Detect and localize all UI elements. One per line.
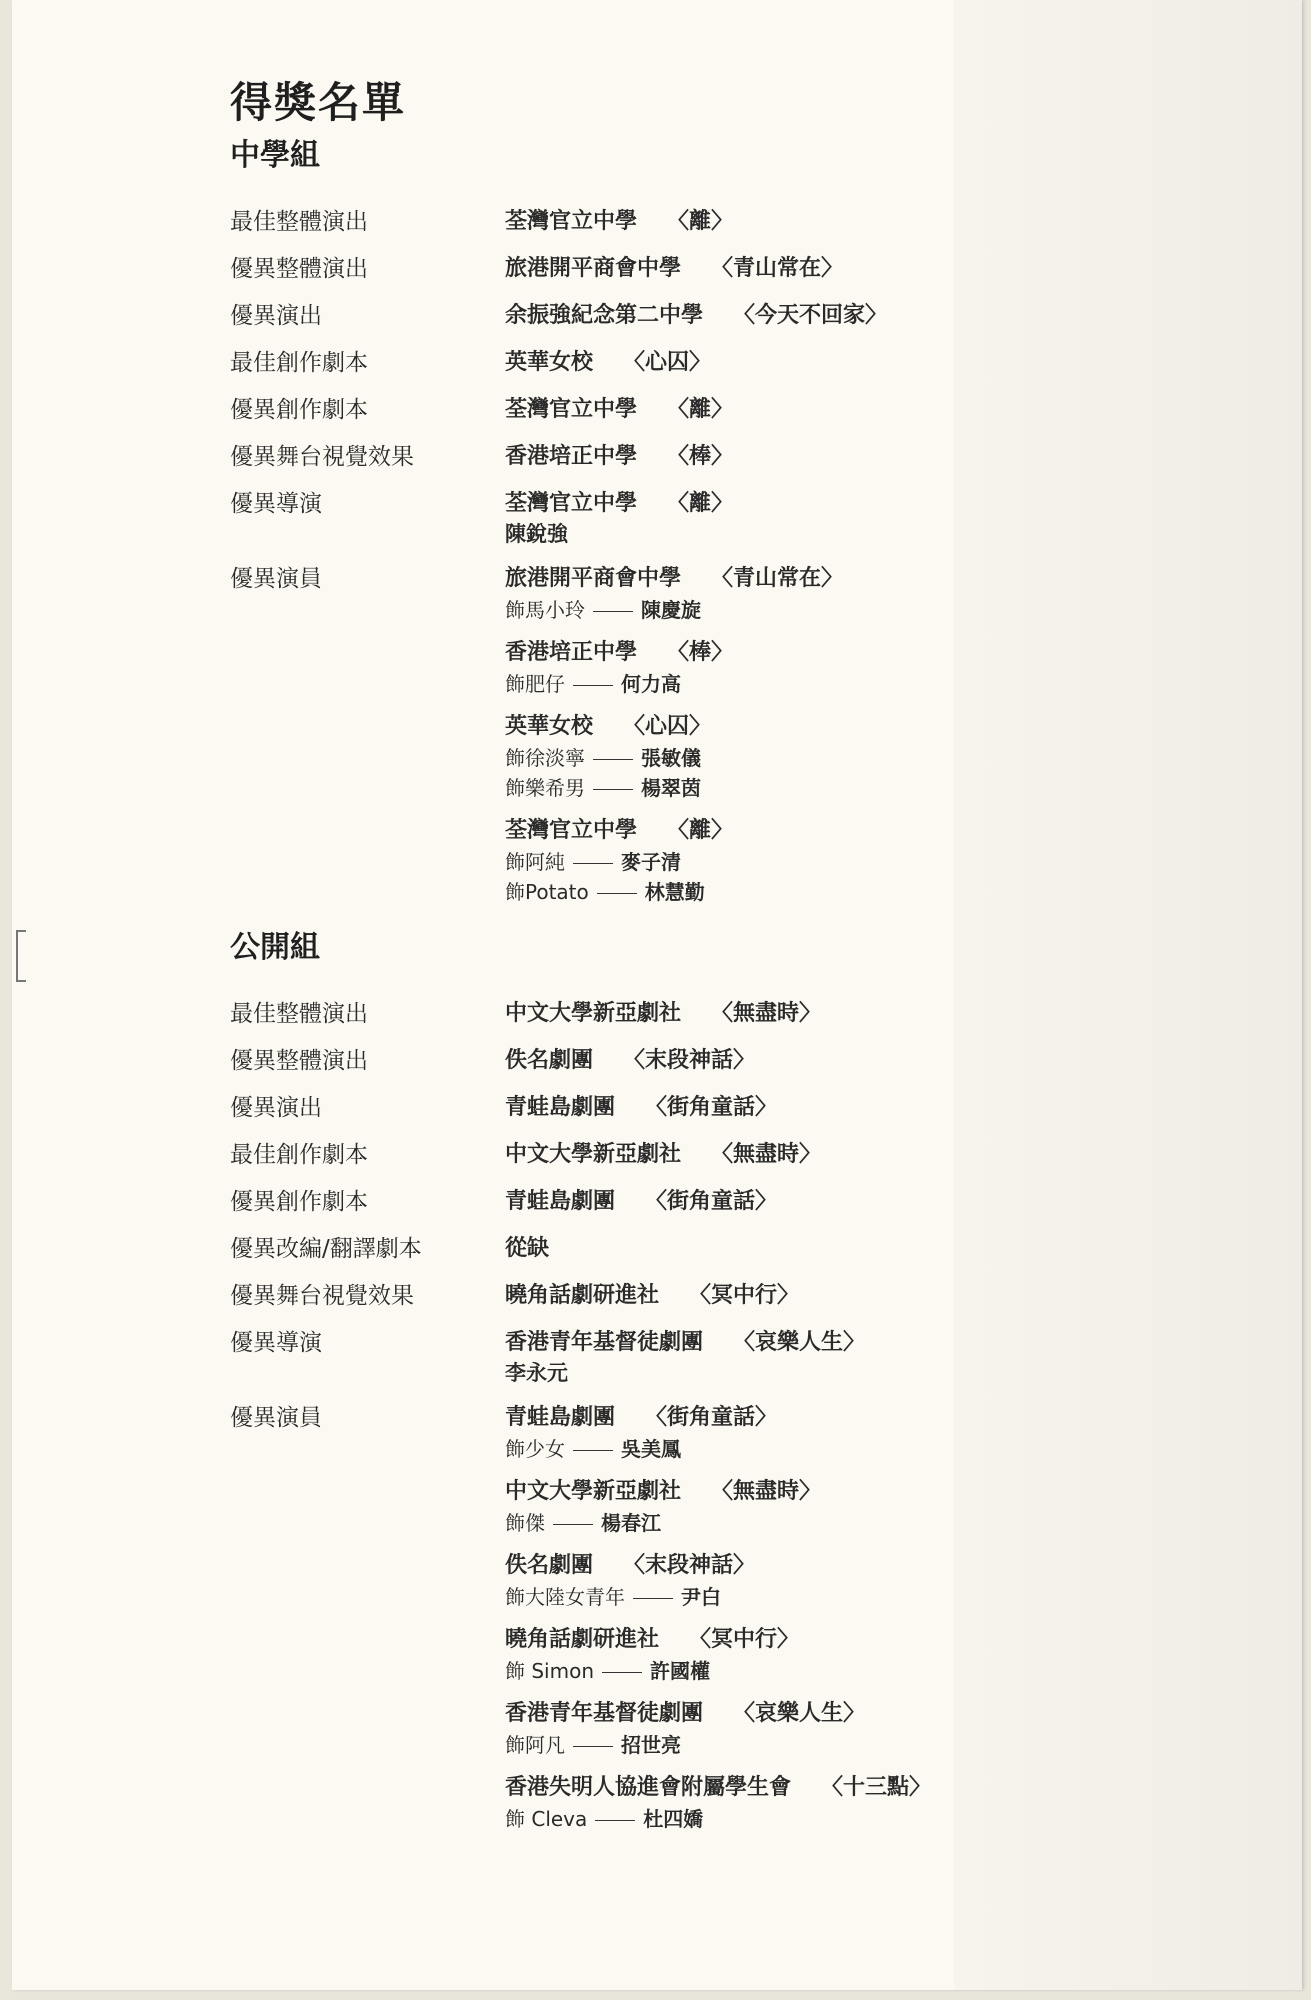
award-category: 優異整體演出 <box>230 1048 368 1074</box>
award-row <box>230 300 1280 332</box>
award-list <box>230 998 1280 1834</box>
role-line <box>505 1656 1280 1686</box>
winner-entry <box>505 300 1280 332</box>
play-title: 〈離〉 <box>667 491 734 516</box>
play-title: 〈離〉 <box>667 209 734 234</box>
winner-entry <box>505 1233 1280 1265</box>
award-category: 優異創作劇本 <box>230 1189 368 1215</box>
award-category: 優異舞台視覺效果 <box>230 1283 414 1309</box>
role-name: 飾 Simon <box>505 1659 595 1683</box>
play-title: 〈街角童話〉 <box>645 1189 778 1214</box>
winner-entry <box>505 488 1280 548</box>
role-line <box>505 669 1280 699</box>
winner-organization: 香港失明人協進會附屬學生會 <box>505 1775 792 1800</box>
role-line <box>505 743 1280 773</box>
winner-entry <box>505 563 1280 625</box>
winner-organization: 青蛙島劇團 <box>505 1095 616 1120</box>
winner-line <box>505 1772 1280 1804</box>
winner-entry <box>505 253 1280 285</box>
winner-line <box>505 300 1280 332</box>
director-name: 陳銳強 <box>505 522 568 546</box>
actor-name: 麥子清 <box>621 850 681 874</box>
role-line <box>505 773 1280 803</box>
award-winners <box>505 1139 1280 1171</box>
winner-organization: 荃灣官立中學 <box>505 818 638 843</box>
winner-line <box>505 394 1280 426</box>
award-winners <box>505 1045 1280 1077</box>
award-category: 最佳創作劇本 <box>230 1142 368 1168</box>
play-title: 〈青山常在〉 <box>711 566 844 591</box>
play-title: 〈街角童話〉 <box>645 1405 778 1430</box>
winner-line <box>505 1045 1280 1077</box>
award-category: 優異創作劇本 <box>230 397 368 423</box>
winner-line <box>505 1476 1280 1508</box>
award-row <box>230 347 1280 379</box>
play-title: 〈哀樂人生〉 <box>733 1701 866 1726</box>
award-row <box>230 563 1280 907</box>
winner-entry <box>505 1327 1280 1387</box>
play-title: 〈無盡時〉 <box>711 1479 822 1504</box>
award-category: 最佳創作劇本 <box>230 350 368 376</box>
winner-line <box>505 1186 1280 1218</box>
winner-line <box>505 1327 1280 1359</box>
play-title: 〈哀樂人生〉 <box>733 1330 866 1355</box>
winner-organization: 香港青年基督徒劇團 <box>505 1330 704 1355</box>
dash-separator <box>593 611 633 612</box>
winner-entry <box>505 1092 1280 1124</box>
dash-separator <box>597 893 637 894</box>
winner-line <box>505 253 1280 285</box>
dash-separator <box>593 789 633 790</box>
winner-entry <box>505 1550 1280 1612</box>
winner-organization: 曉角話劇研進社 <box>505 1283 660 1308</box>
winner-organization: 荃灣官立中學 <box>505 491 638 516</box>
winner-line <box>505 1402 1280 1434</box>
award-row <box>230 1139 1280 1171</box>
award-winners <box>505 1186 1280 1218</box>
role-line <box>505 847 1280 877</box>
award-winners <box>505 300 1280 332</box>
play-title: 〈離〉 <box>667 397 734 422</box>
actor-name: 何力高 <box>621 672 681 696</box>
role-line <box>505 595 1280 625</box>
actor-name: 楊翠茵 <box>641 776 701 800</box>
winner-organization: 青蛙島劇團 <box>505 1405 616 1430</box>
winner-entry <box>505 1139 1280 1171</box>
play-title: 〈末段神話〉 <box>623 1553 756 1578</box>
play-title: 〈心囚〉 <box>623 350 712 375</box>
award-category: 優異演員 <box>230 1405 322 1431</box>
winner-entry <box>505 1624 1280 1686</box>
role-line <box>505 1804 1280 1834</box>
award-category: 優異導演 <box>230 491 322 517</box>
winner-organization: 從缺 <box>505 1236 550 1261</box>
award-winners <box>505 1402 1280 1834</box>
role-line <box>505 1508 1280 1538</box>
winner-line <box>505 563 1280 595</box>
play-title: 〈無盡時〉 <box>711 1142 822 1167</box>
role-name: 飾Potato <box>505 880 589 904</box>
winner-entry <box>505 998 1280 1030</box>
role-name: 飾徐淡寧 <box>505 746 585 770</box>
award-winners <box>505 1092 1280 1124</box>
role-line <box>505 1582 1280 1612</box>
award-row <box>230 1327 1280 1387</box>
play-title: 〈棒〉 <box>667 444 734 469</box>
dash-separator <box>595 1820 635 1821</box>
play-title: 〈冥中行〉 <box>689 1283 800 1308</box>
award-row <box>230 1402 1280 1834</box>
play-title: 〈街角童話〉 <box>645 1095 778 1120</box>
actor-name: 張敏儀 <box>641 746 701 770</box>
winner-line <box>505 441 1280 473</box>
actor-name: 尹白 <box>681 1585 721 1609</box>
award-category: 最佳整體演出 <box>230 209 368 235</box>
award-category: 優異演員 <box>230 566 322 592</box>
play-title: 〈離〉 <box>667 818 734 843</box>
document-page <box>12 0 1302 1990</box>
winner-organization: 中文大學新亞劇社 <box>505 1142 682 1167</box>
award-winners <box>505 488 1280 548</box>
award-winners <box>505 347 1280 379</box>
dash-separator <box>602 1672 642 1673</box>
winner-entry <box>505 1476 1280 1538</box>
winner-organization: 旅港開平商會中學 <box>505 256 682 281</box>
winner-organization: 荃灣官立中學 <box>505 397 638 422</box>
role-name: 飾大陸女青年 <box>505 1585 625 1609</box>
winner-line <box>505 206 1280 238</box>
play-title: 〈冥中行〉 <box>689 1627 800 1652</box>
award-row <box>230 1233 1280 1265</box>
actor-name: 杜四嬌 <box>643 1807 704 1831</box>
winner-organization: 曉角話劇研進社 <box>505 1627 660 1652</box>
winner-line <box>505 1698 1280 1730</box>
winner-entry <box>505 711 1280 803</box>
actor-name: 吳美鳳 <box>621 1437 681 1461</box>
winner-organization: 荃灣官立中學 <box>505 209 638 234</box>
award-category: 優異演出 <box>230 1095 322 1121</box>
section-heading: 中學組 <box>230 138 320 173</box>
award-winners <box>505 1280 1280 1312</box>
winner-entry <box>505 441 1280 473</box>
play-title: 〈心囚〉 <box>623 714 712 739</box>
winner-line <box>505 347 1280 379</box>
award-winners <box>505 441 1280 473</box>
play-title: 〈青山常在〉 <box>711 256 844 281</box>
dash-separator <box>573 863 613 864</box>
dash-separator <box>573 1746 613 1747</box>
award-row <box>230 1092 1280 1124</box>
winner-line <box>505 1550 1280 1582</box>
role-name: 飾阿凡 <box>505 1733 565 1757</box>
winner-line <box>505 637 1280 669</box>
play-title: 〈棒〉 <box>667 640 734 665</box>
award-winners <box>505 253 1280 285</box>
role-name: 飾阿純 <box>505 850 565 874</box>
play-title: 〈十三點〉 <box>821 1775 932 1800</box>
award-winners <box>505 1233 1280 1265</box>
award-category: 優異整體演出 <box>230 256 368 282</box>
dash-separator <box>633 1598 673 1599</box>
winner-line <box>505 1280 1280 1312</box>
award-row <box>230 1280 1280 1312</box>
winner-organization: 佚名劇團 <box>505 1048 594 1073</box>
winner-line <box>505 1092 1280 1124</box>
winner-entry <box>505 637 1280 699</box>
award-row <box>230 206 1280 238</box>
awards-list <box>230 70 1280 1849</box>
actor-name: 許國權 <box>650 1659 711 1683</box>
role-name: 飾 Cleva <box>505 1807 588 1831</box>
winner-organization: 香港青年基督徒劇團 <box>505 1701 704 1726</box>
award-winners <box>505 394 1280 426</box>
winner-organization: 香港培正中學 <box>505 444 638 469</box>
winner-organization: 英華女校 <box>505 714 594 739</box>
winner-organization: 英華女校 <box>505 350 594 375</box>
award-winners <box>505 563 1280 907</box>
winner-entry <box>505 1186 1280 1218</box>
award-row <box>230 441 1280 473</box>
winner-line <box>505 1624 1280 1656</box>
winner-entry <box>505 815 1280 907</box>
actor-name: 楊春江 <box>601 1511 661 1535</box>
actor-name: 招世亮 <box>621 1733 681 1757</box>
winner-organization: 香港培正中學 <box>505 640 638 665</box>
award-category: 最佳整體演出 <box>230 1001 368 1027</box>
winner-line <box>505 1139 1280 1171</box>
winner-entry <box>505 1698 1280 1760</box>
winner-entry <box>505 206 1280 238</box>
director-name: 李永元 <box>505 1361 568 1385</box>
award-category: 優異導演 <box>230 1330 322 1356</box>
winner-organization: 旅港開平商會中學 <box>505 566 682 591</box>
binding-staple <box>16 930 26 982</box>
award-category: 優異改編/翻譯劇本 <box>230 1236 422 1262</box>
award-row <box>230 394 1280 426</box>
role-name: 飾肥仔 <box>505 672 565 696</box>
role-line <box>505 1730 1280 1760</box>
award-list <box>230 206 1280 907</box>
winner-organization: 余振強紀念第二中學 <box>505 303 704 328</box>
winner-line <box>505 488 1280 520</box>
winner-organization: 青蛙島劇團 <box>505 1189 616 1214</box>
dash-separator <box>573 1450 613 1451</box>
award-winners <box>505 1327 1280 1387</box>
winner-line <box>505 1233 1280 1265</box>
role-line <box>505 877 1280 907</box>
section-heading: 公開組 <box>230 930 320 965</box>
play-title: 〈末段神話〉 <box>623 1048 756 1073</box>
winner-line <box>505 998 1280 1030</box>
winner-organization: 中文大學新亞劇社 <box>505 1479 682 1504</box>
award-row <box>230 488 1280 548</box>
winner-organization: 佚名劇團 <box>505 1553 594 1578</box>
role-name: 飾樂希男 <box>505 776 585 800</box>
role-line <box>505 1434 1280 1464</box>
page-title: 得獎名單 <box>230 78 407 127</box>
award-row <box>230 1186 1280 1218</box>
role-name: 飾傑 <box>505 1511 545 1535</box>
winner-line <box>505 711 1280 743</box>
award-category: 優異舞台視覺效果 <box>230 444 414 470</box>
dash-separator <box>573 685 613 686</box>
winner-entry <box>505 1280 1280 1312</box>
actor-name: 林慧勤 <box>644 880 705 904</box>
role-name: 飾馬小玲 <box>505 598 585 622</box>
winner-entry <box>505 1772 1280 1834</box>
award-winners <box>505 206 1280 238</box>
play-title: 〈今天不回家〉 <box>733 303 888 328</box>
award-category: 優異演出 <box>230 303 322 329</box>
actor-name: 陳慶旋 <box>641 598 701 622</box>
winner-entry <box>505 347 1280 379</box>
play-title: 〈無盡時〉 <box>711 1001 822 1026</box>
dash-separator <box>553 1524 593 1525</box>
role-name: 飾少女 <box>505 1437 565 1461</box>
award-winners <box>505 998 1280 1030</box>
winner-entry <box>505 394 1280 426</box>
winner-entry <box>505 1402 1280 1464</box>
winner-entry <box>505 1045 1280 1077</box>
award-row <box>230 998 1280 1030</box>
winner-organization: 中文大學新亞劇社 <box>505 1001 682 1026</box>
dash-separator <box>593 759 633 760</box>
award-row <box>230 1045 1280 1077</box>
winner-line <box>505 815 1280 847</box>
award-row <box>230 253 1280 285</box>
